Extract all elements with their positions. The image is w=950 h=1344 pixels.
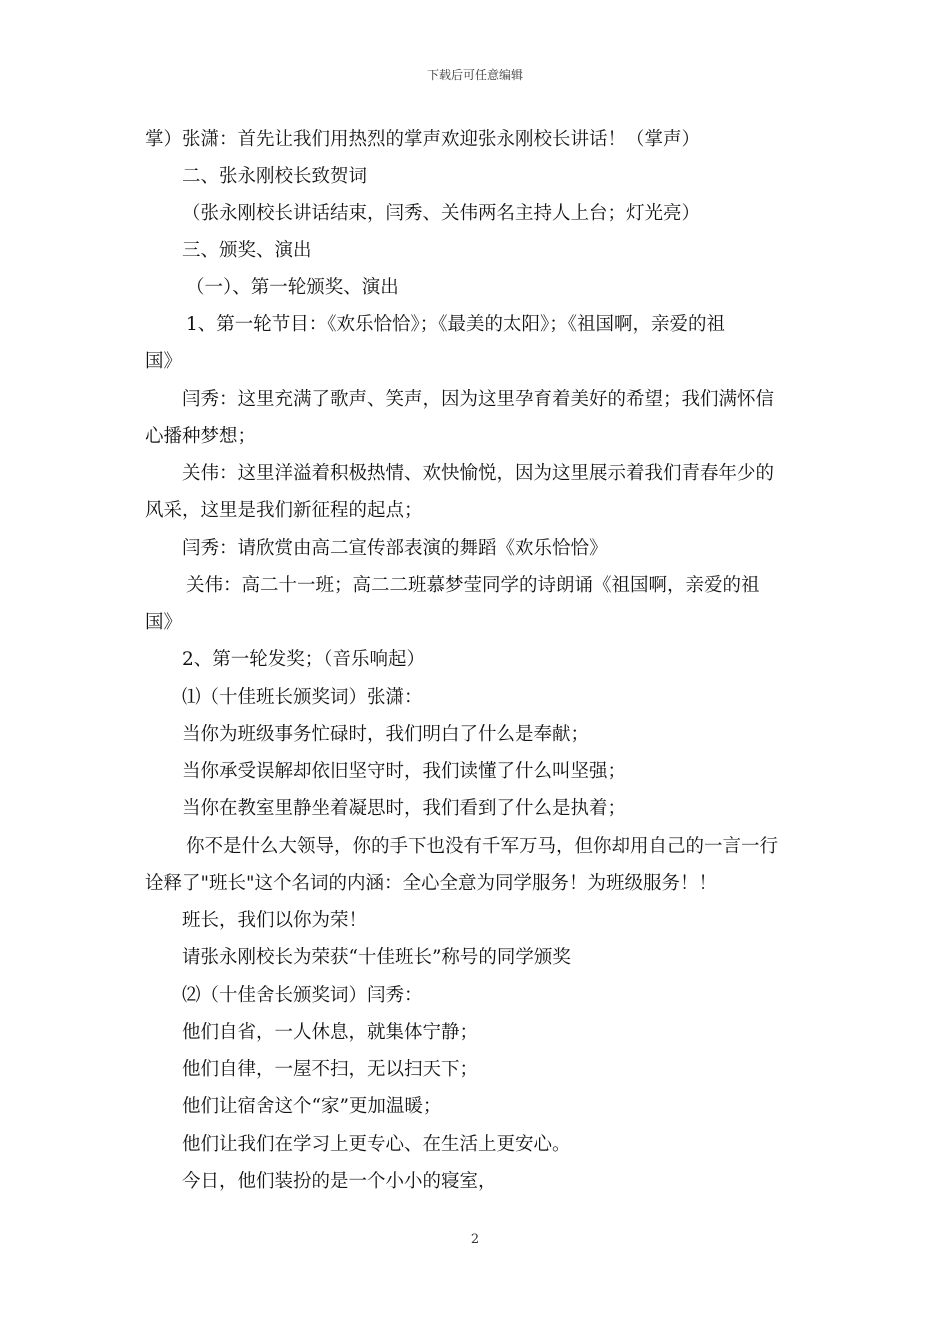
text-line: （一）、第一轮颁奖、演出 bbox=[186, 277, 399, 298]
text-line: 闫秀：这里充满了歌声、笑声，因为这里孕育着美好的希望；我们满怀信 bbox=[182, 389, 775, 410]
text-line: 他们自省，一人休息，就集体宁静； bbox=[182, 1022, 479, 1043]
text-line: 他们让我们在学习上更专心、在生活上更安心。 bbox=[182, 1134, 571, 1155]
text-line: （张永刚校长讲话结束，闫秀、关伟两名主持人上台；灯光亮） bbox=[182, 203, 701, 224]
text-line: ⑵（十佳舍长颁奖词）闫秀： bbox=[182, 985, 423, 1006]
text-line: 三、颁奖、演出 bbox=[182, 240, 312, 261]
text-line: 二、张永刚校长致贺词 bbox=[182, 166, 368, 187]
text-line: 你不是什么大领导，你的手下也没有千军万马，但你却用自己的一言一行 bbox=[186, 836, 779, 857]
text-line: 风采，这里是我们新征程的起点； bbox=[145, 500, 423, 521]
text-line: 掌）张潇：首先让我们用热烈的掌声欢迎张永刚校长讲话！（掌声） bbox=[145, 129, 701, 150]
text-line: 诠释了"班长"这个名词的内涵：全心全意为同学服务！为班级服务！！ bbox=[145, 873, 718, 894]
text-line: 当你在教室里静坐着凝思时，我们看到了什么是执着； bbox=[182, 798, 627, 819]
text-line: 他们自律，一屋不扫，无以扫天下； bbox=[182, 1059, 479, 1080]
page-number: 2 bbox=[470, 1232, 480, 1247]
text-line: 当你为班级事务忙碌时，我们明白了什么是奉献； bbox=[182, 724, 590, 745]
page-header: 下载后可任意编辑 bbox=[426, 68, 523, 82]
text-line: ⑴（十佳班长颁奖词）张潇： bbox=[182, 687, 423, 708]
text-line: 关伟：这里洋溢着积极热情、欢快愉悦，因为这里展示着我们青春年少的 bbox=[182, 463, 775, 484]
text-line: 今日，他们装扮的是一个小小的寝室， bbox=[182, 1171, 497, 1192]
text-line: 请张永刚校长为荣获“十佳班长”称号的同学颁奖 bbox=[182, 947, 571, 968]
text-line: 心播种梦想； bbox=[145, 426, 257, 447]
text-line: 关伟：高二十一班；高二二班慕梦莹同学的诗朗诵《祖国啊，亲爱的祖 bbox=[186, 575, 760, 596]
text-line: 班长，我们以你为荣！ bbox=[182, 910, 368, 931]
text-line: 闫秀：请欣赏由高二宣传部表演的舞蹈《欢乐恰恰》 bbox=[182, 538, 608, 559]
text-line: 他们让宿舍这个“家”更加温暖； bbox=[182, 1096, 442, 1117]
text-line: 当你承受误解却依旧坚守时，我们读懂了什么叫坚强； bbox=[182, 761, 627, 782]
text-line: 2、第一轮发奖；（音乐响起） bbox=[182, 649, 426, 670]
text-line: 1、第一轮节目：《欢乐恰恰》；《最美的太阳》；《祖国啊，亲爱的祖 bbox=[186, 314, 726, 335]
text-line: 国》 bbox=[145, 612, 183, 633]
text-line: 国》 bbox=[145, 351, 183, 372]
